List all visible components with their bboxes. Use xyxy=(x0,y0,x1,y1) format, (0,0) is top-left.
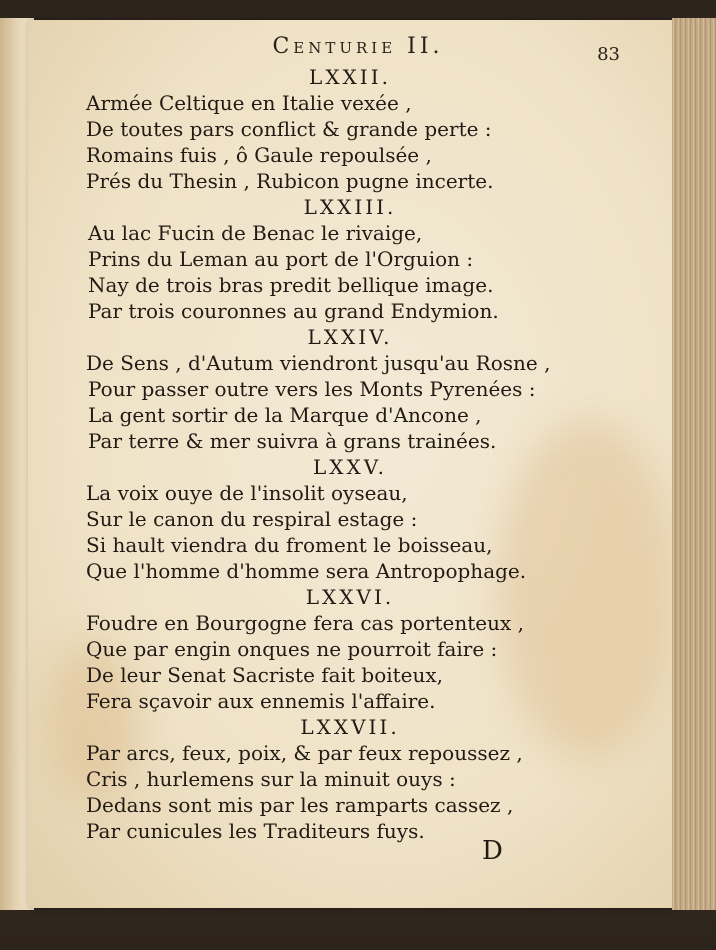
verse-line: La voix ouye de l'insolit oyseau, xyxy=(86,481,408,505)
quatrain xyxy=(86,714,556,844)
quatrain-number: LXXV. xyxy=(312,455,388,479)
quatrain xyxy=(86,64,556,194)
quatrain xyxy=(86,454,556,584)
verse-line: De toutes pars conflict & grande perte : xyxy=(86,117,492,141)
verse-line: Que par engin onques ne pourroit faire : xyxy=(86,637,498,661)
verse-line: Par cunicules les Traditeurs fuys. xyxy=(86,819,425,843)
running-head: Centurie II. xyxy=(272,34,444,59)
quatrain xyxy=(86,324,556,454)
verse-line: De Sens , d'Autum viendront jusqu'au Rosne , xyxy=(86,351,551,375)
quatrain-list xyxy=(86,64,556,844)
signature-mark: D xyxy=(482,836,503,866)
verse-line: Au lac Fucin de Benac le rivaige, xyxy=(88,221,423,245)
verse-line: Fera sçavoir aux ennemis l'affaire. xyxy=(86,689,436,713)
page-edges xyxy=(672,18,716,910)
verse-line: Si hault viendra du froment le boisseau, xyxy=(86,533,493,557)
verse-line: Sur le canon du respiral estage : xyxy=(86,507,418,531)
verse-line: Par arcs, feux, poix, & par feux repoussez , xyxy=(86,741,523,765)
verse-line: Que l'homme d'homme sera Antropophage. xyxy=(86,559,527,583)
quatrain-number: LXXIV. xyxy=(307,325,393,349)
quatrain xyxy=(86,194,556,324)
verse-line: Prins du Leman au port de l'Orguion : xyxy=(88,247,474,271)
page-number: 83 xyxy=(597,44,620,65)
quatrain-number: LXXIII. xyxy=(303,195,397,219)
verse-line: Dedans sont mis par les ramparts cassez , xyxy=(86,793,514,817)
verse-line: Romains fuis , ô Gaule repoulsée , xyxy=(86,143,432,167)
verse-line: Cris , hurlemens sur la minuit ouys : xyxy=(86,767,456,791)
quatrain-number: LXXVII. xyxy=(300,715,400,739)
quatrain-number: LXXII. xyxy=(309,65,391,89)
quatrain xyxy=(86,584,556,714)
verse-line: Foudre en Bourgogne fera cas portenteux , xyxy=(86,611,524,635)
quatrain-number: LXXVI. xyxy=(305,585,395,609)
verse-line: Prés du Thesin , Rubicon pugne incerte. xyxy=(86,169,494,193)
verse-line: De leur Senat Sacriste fait boiteux, xyxy=(86,663,444,687)
verse-line: Nay de trois bras predit bellique image. xyxy=(88,273,494,297)
verse-line: Pour passer outre vers les Monts Pyrenées : xyxy=(88,377,536,401)
verse-line: Par trois couronnes au grand Endymion. xyxy=(88,299,499,323)
verse-line: Armée Celtique en Italie vexée , xyxy=(86,91,412,115)
verse-line: Par terre & mer suivra à grans trainées. xyxy=(88,429,497,453)
verse-line: La gent sortir de la Marque d'Ancone , xyxy=(88,403,482,427)
